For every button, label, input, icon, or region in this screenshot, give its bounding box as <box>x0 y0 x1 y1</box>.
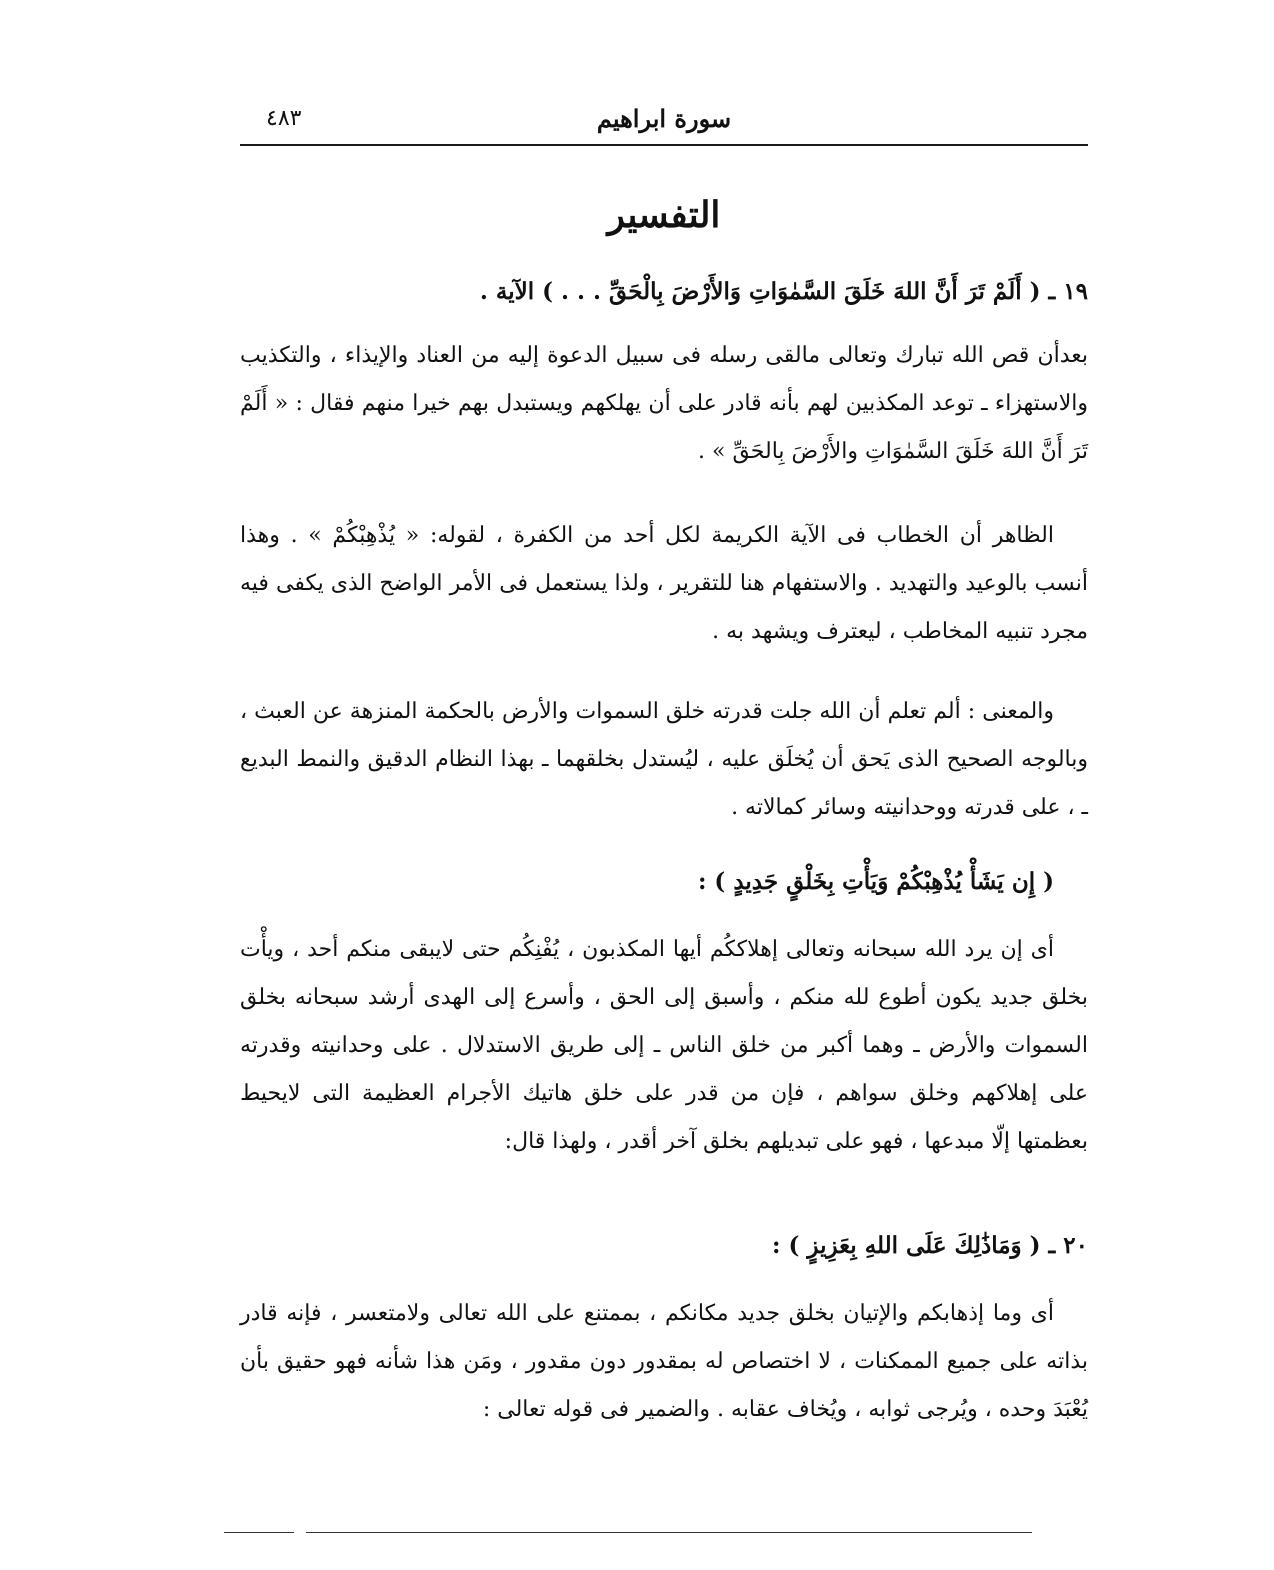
section-title: التفسير <box>607 194 721 236</box>
paragraph-address: الظاهر أن الخطاب فى الآية الكريمة لكل أحد من الكفرة ، لقوله: « يُذْهِبْكُمْ » . وهذا أنسب بالوعيد والتهديد . والاستفهام هنا للتقرير ، ولذا يستعمل فى الأمر الواضح الذى يكفى فيه مجرد تنبيه المخاطب ، ليعترف ويشهد به . <box>240 523 1088 644</box>
verse-quote-if-he-wills: ( إِن يَشَأْ يُذْهِبْكُمْ وَيَأْتِ بِخَلْقٍ جَدِيدٍ ) : <box>697 868 1054 895</box>
page-number: ٤٨٣ <box>266 106 302 131</box>
paragraph-replacement: أى إن يرد الله سبحانه وتعالى إهلاككُم أيها المكذبون ، يُفْنِكُم حتى لايبقى منكم أحد ، ويأْت بخلق جديد يكون أطوع لله منكم ، وأسبق إلى الحق ، وأسرع إلى الهدى أرشد سبحانه بخلق السموات والأرض ـ وهما أكبر من خلق الناس ـ إلى طريق الاستدلال . على وحدانيته وقدرته على إهلاكهم وخلق سواهم ، فإن من قدر على خلق هاتيك الأجرام العظيمة التى لايحيط بعظمتها إلّا مبدعها ، فهو على تبديلهم بخلق آخر أقدر ، ولهذا قال: <box>240 937 1088 1154</box>
footer-rule <box>306 1532 1032 1533</box>
running-header <box>240 96 1088 146</box>
verse-heading-19: ١٩ ـ ( أَلَمْ تَرَ أَنَّ اللهَ خَلَقَ السَّمٰوَاتِ وَالأَرْضَ بِالْحَقِّ . . . ) الآية . <box>479 278 1088 305</box>
footer-rule-left <box>224 1532 294 1533</box>
paragraph-meaning: والمعنى : ألم تعلم أن الله جلت قدرته خلق السموات والأرض بالحكمة المنزهة عن العبث ، وبالوجه الصحيح الذى يَحق أن يُخلَق عليه ، ليُستدل بخلقهما ـ بهذا النظام الدقيق والنمط البديع ـ ، على قدرته ووحدانيته وسائر كمالاته . <box>240 699 1088 820</box>
paragraph-not-difficult: أى وما إذهابكم والإتيان بخلق جديد مكانكم ، بممتنع على الله تعالى ولامتعسر ، فإنه قادر بذاته على جميع الممكنات ، لا اختصاص له بمقدور دون مقدور ، ومَن هذا شأنه فهو حقيق بأن يُعْبَدَ وحده ، ويُرجى ثوابه ، ويُخاف عقابه . والضمير فى قوله تعالى : <box>240 1301 1088 1422</box>
paragraph-intro: بعدأن قص الله تبارك وتعالى مالقى رسله فى سبيل الدعوة إليه من العناد والإيذاء ، والتكذيب والاستهزاء ـ توعد المكذبين لهم بأنه قادر على أن يهلكهم ويستبدل بهم خيرا منهم فقال : « أَلَمْ تَرَ أَنَّ اللهَ خَلَقَ السَّمٰوَاتِ والأَرْضَ بِالحَقِّ » . <box>240 343 1088 464</box>
running-title: سورة ابراهيم <box>596 104 732 133</box>
verse-heading-20: ٢٠ ـ ( وَمَاذَٰلِكَ عَلَى اللهِ بِعَزِيزٍ ) : <box>772 1232 1088 1259</box>
